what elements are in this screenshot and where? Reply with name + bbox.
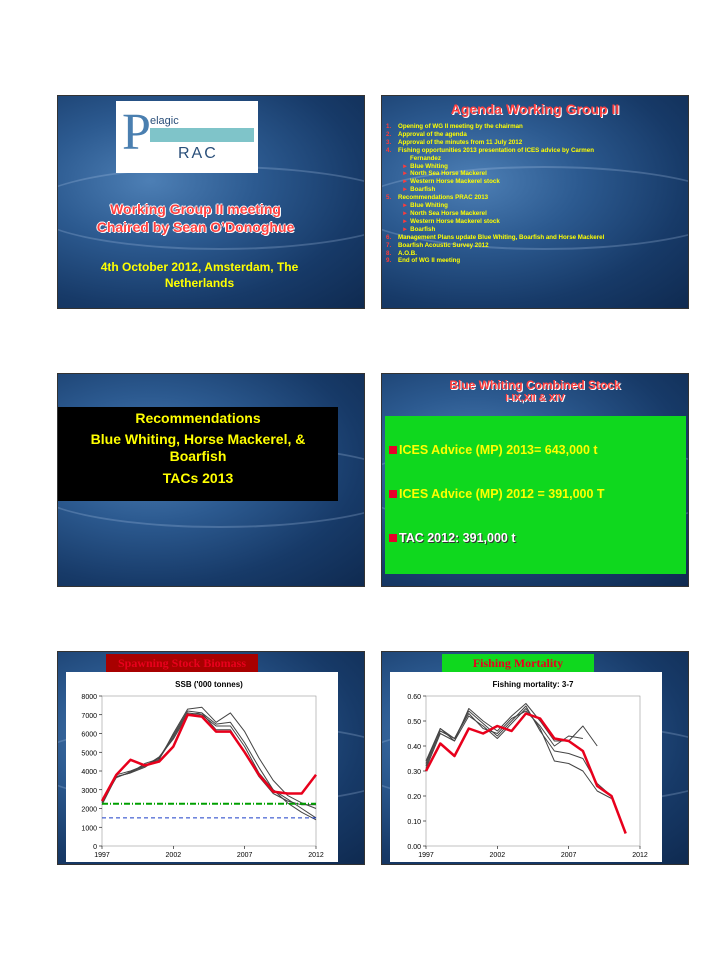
logo-letter: P bbox=[122, 104, 151, 161]
agenda-subitem bbox=[386, 186, 686, 194]
logo-suffix: elagic bbox=[150, 115, 179, 127]
y-tick-label: 0.40 bbox=[407, 744, 421, 751]
ssb-chart-panel bbox=[66, 672, 338, 862]
logo-rac: RAC bbox=[178, 145, 218, 162]
x-tick-label: 2007 bbox=[560, 852, 577, 859]
agenda-item bbox=[386, 257, 686, 265]
agenda-item-text: End of WG II meeting bbox=[398, 257, 461, 265]
y-tick-label: 0.50 bbox=[407, 719, 421, 726]
agenda-item-number: 2. bbox=[386, 130, 392, 138]
x-tick-label: 1997 bbox=[94, 852, 110, 859]
triangle-bullet-icon: ► bbox=[402, 202, 409, 210]
agenda-subitem bbox=[386, 218, 686, 226]
x-tick-label: 2002 bbox=[489, 852, 506, 859]
rec-line3: Boarfish bbox=[169, 448, 227, 464]
meeting-title-line1: Working Group II meeting bbox=[110, 201, 281, 217]
agenda-item-number: 7. bbox=[386, 241, 392, 249]
agenda-subitem bbox=[386, 178, 686, 186]
slide-ssb-chart bbox=[57, 651, 365, 865]
fishing-mortality-chart bbox=[390, 672, 662, 862]
agenda-item bbox=[386, 131, 686, 139]
meeting-title bbox=[58, 200, 333, 236]
agenda-subitem bbox=[386, 163, 686, 171]
agenda-list bbox=[386, 123, 686, 265]
ssb-label: Spawning Stock Biomass bbox=[106, 654, 258, 672]
agenda-item-number: 5. bbox=[386, 194, 392, 202]
y-tick-label: 4000 bbox=[81, 769, 97, 776]
meeting-date-line1: 4th October 2012, Amsterdam, The bbox=[100, 260, 299, 274]
triangle-bullet-icon: ► bbox=[402, 217, 409, 225]
agenda-subitem-text: Western Horse Mackerel stock bbox=[410, 178, 500, 186]
agenda-subitem-text: Blue Whiting bbox=[410, 202, 448, 210]
agenda-item-number: 4. bbox=[386, 146, 392, 154]
meeting-title-line2: Chaired by Sean O’Donoghue bbox=[96, 219, 295, 235]
x-tick-label: 1997 bbox=[418, 852, 434, 859]
slide-fishing-mortality-chart bbox=[381, 651, 689, 865]
agenda-item-text: Opening of WG II meeting by the chairman bbox=[398, 123, 523, 130]
triangle-bullet-icon: ► bbox=[402, 186, 409, 194]
agenda-subitem-text: North Sea Horse Mackerel bbox=[410, 170, 487, 178]
y-tick-label: 8000 bbox=[81, 694, 97, 701]
meeting-date-line2: Netherlands bbox=[164, 276, 235, 290]
agenda-item bbox=[386, 123, 686, 131]
y-tick-label: 0.20 bbox=[407, 794, 421, 801]
chart-title: Fishing mortality: 3-7 bbox=[492, 680, 574, 689]
agenda-subitem bbox=[386, 202, 686, 210]
advice-bullet-2013 bbox=[389, 443, 598, 457]
agenda-subitem-text: Boarfish bbox=[410, 186, 436, 194]
series-line bbox=[102, 715, 316, 801]
agenda-item-text: Approval of the minutes from 11 July 2012 bbox=[398, 138, 523, 146]
advice-bullet-2012 bbox=[389, 487, 605, 501]
y-tick-label: 1000 bbox=[81, 825, 97, 833]
agenda-item-text: Fishing opportunities 2013 presentation of ICES advice by Carmen bbox=[398, 146, 594, 154]
agenda-item bbox=[386, 242, 686, 250]
x-tick-label: 2007 bbox=[236, 852, 253, 859]
triangle-bullet-icon: ► bbox=[402, 225, 409, 233]
triangle-bullet-icon: ► bbox=[402, 170, 409, 178]
agenda-item-text: A.O.B. bbox=[398, 249, 417, 257]
rec-line4: TACs 2013 bbox=[162, 470, 234, 486]
y-tick-label: 2000 bbox=[81, 806, 97, 814]
advice-box bbox=[385, 416, 686, 574]
series-line bbox=[426, 714, 626, 834]
triangle-bullet-icon: ► bbox=[402, 209, 409, 217]
ssb-chart bbox=[66, 672, 338, 862]
chart-title: SSB ('000 tonnes) bbox=[175, 680, 243, 689]
y-tick-label: 0.30 bbox=[407, 769, 421, 776]
agenda-item-number: 9. bbox=[386, 257, 392, 265]
y-tick-label: 3000 bbox=[81, 787, 97, 795]
series-line bbox=[102, 713, 316, 818]
slide-title bbox=[57, 95, 365, 309]
y-tick-label: 5000 bbox=[81, 750, 97, 758]
rec-line1: Recommendations bbox=[135, 410, 261, 426]
agenda-subitem-text: Boarfish bbox=[410, 225, 436, 233]
triangle-bullet-icon: ► bbox=[402, 162, 409, 170]
x-tick-label: 2002 bbox=[165, 852, 182, 859]
agenda-item-text: Approval of the agenda bbox=[398, 130, 467, 138]
x-tick-label: 2012 bbox=[632, 852, 648, 859]
agenda-item bbox=[386, 234, 686, 242]
agenda-subitem-text: Blue Whiting bbox=[410, 162, 448, 170]
agenda-item-continuation: Fernandez bbox=[410, 154, 441, 162]
agenda-item-number: 8. bbox=[386, 249, 392, 257]
meeting-date bbox=[58, 259, 341, 291]
agenda-item-number: 6. bbox=[386, 233, 392, 241]
y-tick-label: 0.60 bbox=[407, 694, 421, 701]
fishing-mortality-chart-panel bbox=[390, 672, 662, 862]
rec-line2: Blue Whiting, Horse Mackerel, & bbox=[90, 431, 306, 447]
advice-text-2012: ICES Advice (MP) 2012 = 391,000 T bbox=[399, 487, 605, 501]
advice-text-2013: ICES Advice (MP) 2013= 643,000 t bbox=[399, 443, 598, 457]
agenda-item bbox=[386, 139, 686, 147]
slide-agenda bbox=[381, 95, 689, 309]
agenda-subitem bbox=[386, 226, 686, 234]
bullet-square-icon bbox=[389, 446, 397, 454]
bullet-square-icon bbox=[389, 534, 397, 542]
y-tick-label: 7000 bbox=[81, 712, 97, 720]
logo-band bbox=[150, 128, 254, 142]
agenda-item-text: Recommendations PRAC 2013 bbox=[398, 194, 489, 202]
agenda-item-number: 1. bbox=[386, 123, 392, 130]
agenda-item bbox=[386, 250, 686, 258]
blue-whiting-subtitle: I-IX,XII & XIV bbox=[505, 393, 565, 404]
agenda-item bbox=[386, 147, 686, 155]
blue-whiting-title bbox=[382, 379, 688, 405]
agenda-item-text: Management Plans update Blue Whiting, Boarfish and Horse Mackerel bbox=[398, 233, 605, 241]
triangle-bullet-icon: ► bbox=[402, 178, 409, 186]
y-tick-label: 6000 bbox=[81, 731, 97, 739]
agenda-subitem-text: Western Horse Mackerel stock bbox=[410, 217, 500, 225]
agenda-subitem bbox=[386, 210, 686, 218]
fishing-mortality-label: Fishing Mortality bbox=[442, 654, 594, 672]
slide-recommendations bbox=[57, 373, 365, 587]
x-tick-label: 2012 bbox=[308, 852, 324, 859]
tac-bullet-2012 bbox=[389, 531, 516, 545]
y-tick-label: 0 bbox=[93, 844, 97, 851]
recommendations-box bbox=[58, 407, 338, 501]
bullet-square-icon bbox=[389, 490, 397, 498]
agenda-subitem-text: North Sea Horse Mackerel bbox=[410, 209, 487, 217]
agenda-subitem bbox=[386, 170, 686, 178]
pelagic-rac-logo bbox=[116, 101, 258, 173]
tac-text-2012: TAC 2012: 391,000 t bbox=[399, 531, 516, 545]
agenda-item-text: Boarfish Acoustic Survey 2012 bbox=[398, 241, 489, 249]
slide-blue-whiting bbox=[381, 373, 689, 587]
agenda-title: Agenda Working Group II bbox=[450, 101, 620, 117]
y-tick-label: 0.00 bbox=[407, 844, 421, 851]
agenda-item bbox=[386, 194, 686, 202]
agenda-item-number: 3. bbox=[386, 138, 392, 146]
y-tick-label: 0.10 bbox=[407, 819, 421, 826]
blue-whiting-title-text: Blue Whiting Combined Stock bbox=[449, 378, 621, 392]
